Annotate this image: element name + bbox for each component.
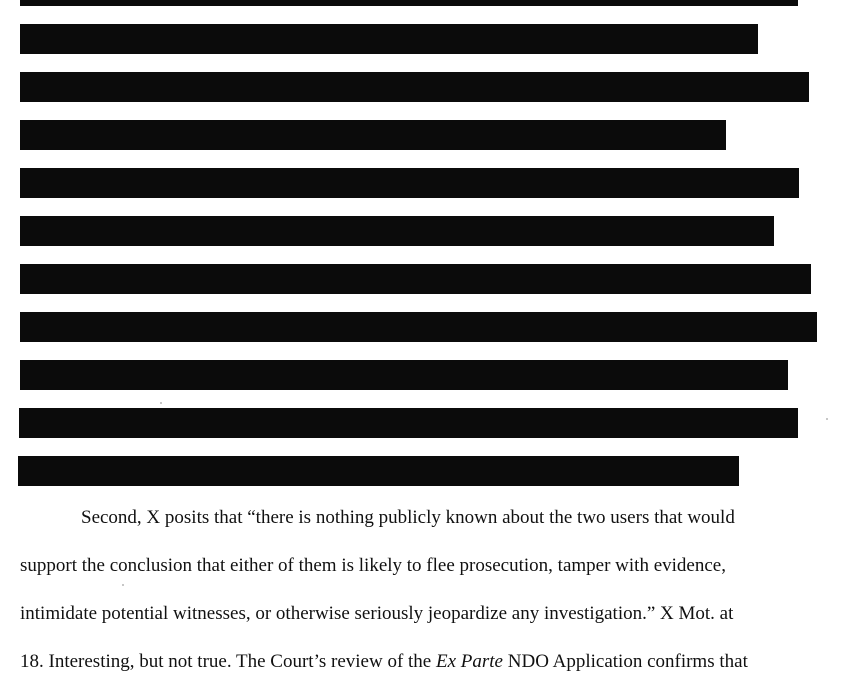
redaction-bar <box>20 120 726 150</box>
scan-speck <box>160 402 162 404</box>
body-text-line: support the conclusion that either of them is likely to flee prosecution, tamper with evidence, <box>20 555 726 576</box>
scan-speck <box>826 418 828 420</box>
redaction-bar <box>20 72 809 102</box>
redaction-bar <box>20 264 811 294</box>
body-text-line: intimidate potential witnesses, or otherwise seriously jeopardize any investigation.” X Mot. at <box>20 603 734 624</box>
scan-speck <box>122 584 124 586</box>
redaction-bar <box>20 216 774 246</box>
redaction-bar <box>20 24 758 54</box>
redaction-bar <box>20 0 798 6</box>
redaction-bar <box>20 312 817 342</box>
body-text-line <box>20 650 748 674</box>
body-text-segment: 18. Interesting, but not true. The Court’s review of the <box>20 651 436 672</box>
case-term-italic: Ex Parte <box>435 651 503 672</box>
body-text-line: Second, X posits that “there is nothing publicly known about the two users that would <box>81 507 735 528</box>
redaction-bar <box>19 408 798 438</box>
redaction-bar <box>18 456 739 486</box>
redaction-bar <box>20 360 788 390</box>
body-text-segment: NDO Application confirms that <box>503 651 748 672</box>
redaction-bar <box>20 168 799 198</box>
